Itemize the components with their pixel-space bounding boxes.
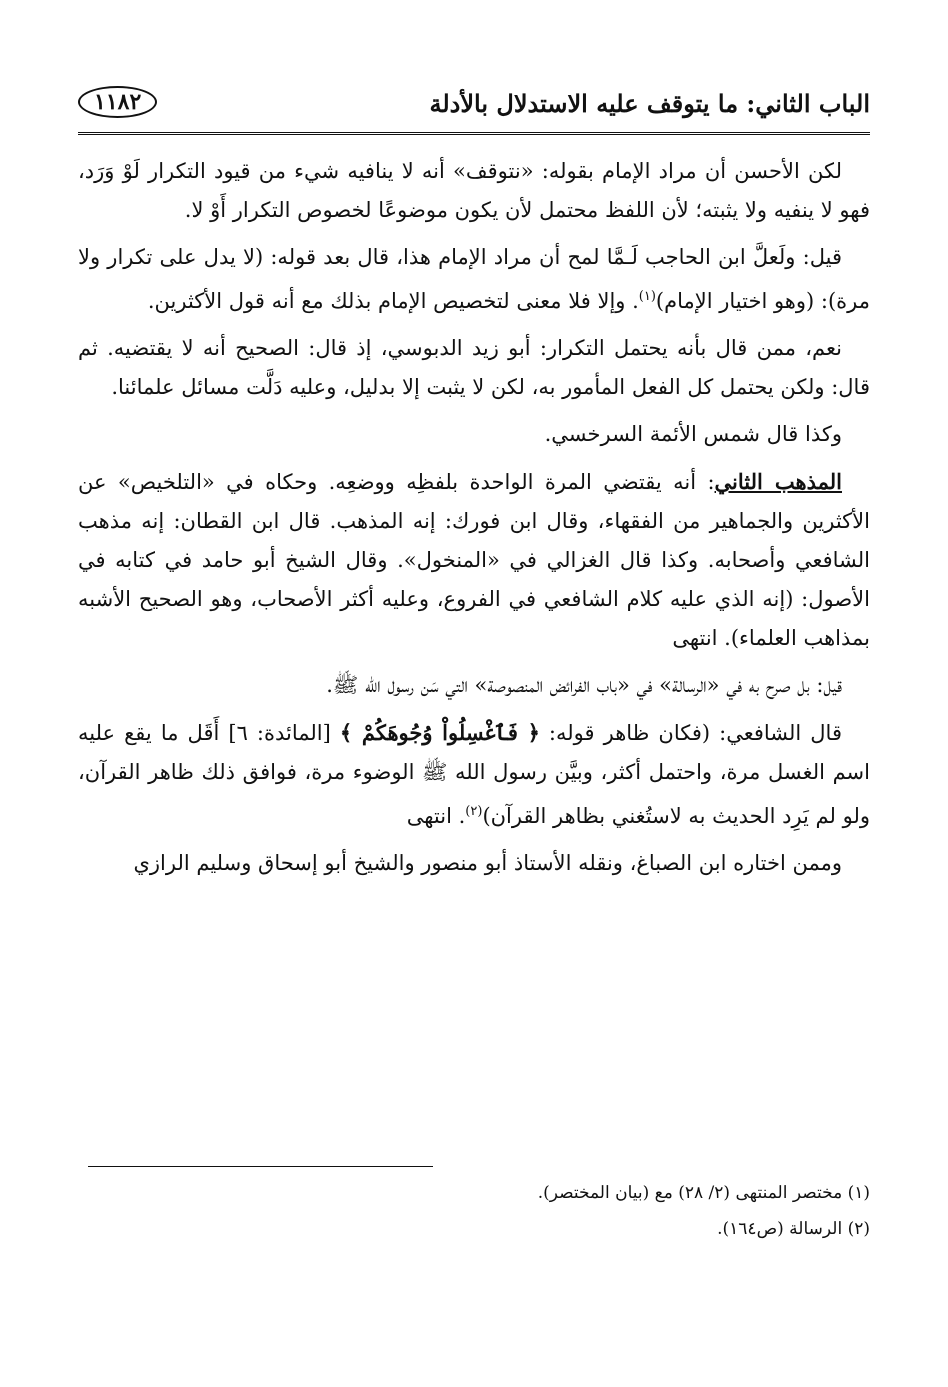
section-label: المذهب الثاني	[714, 469, 842, 494]
paragraph-5	[78, 462, 870, 658]
paragraph-2	[78, 238, 870, 321]
footnote-1: (١) مختصر المنتهى (٢/ ٢٨) مع (بيان المختصر).	[537, 1183, 870, 1203]
footnotes	[78, 1175, 870, 1247]
paragraph-3: نعم، ممن قال بأنه يحتمل التكرار: أبو زيد الدبوسي، إذ قال: الصحيح أنه لا يقتضيه. ثم قال: ولكن يحتمل كل الفعل المأمور به، لكن لا يثبت إلا بدليل، وعليه دَلَّت مسائل علمائنا.	[78, 336, 870, 399]
paragraph-6: قيل: بل صرح به في «الرسالة» في «باب الفرائض المنصوصة» التي سَن رسول الله ﷺ.	[326, 673, 842, 697]
paragraph-7-text-a: قال الشافعي: (فكان ظاهر قوله:	[539, 721, 842, 745]
paragraph-7	[78, 713, 870, 836]
header-rule	[78, 132, 870, 135]
paragraph-5-text: : أنه يقتضي المرة الواحدة بلفظِه ووضعِه. وحكاه في «التلخيص» عن الأكثرين والجماهير من الفقهاء، وقال ابن فورك: إنه المذهب. قال ابن القطان: إنه مذهب الشافعي وأصحابه. وكذا قال الغزالي في «المنخول». وقال الشيخ أبو حامد في كتابه في الأصول: (إنه الذي عليه كلام الشافعي في الفروع، وعليه أكثر الأصحاب، وهو الصحيح الأشبه بمذاهب العلماء). انتهى	[78, 470, 870, 650]
paragraph-7-text-b: [المائدة: ٦] أَقَل ما يقع عليه اسم الغسل مرة، واحتمل أكثر، وبيَّن رسول الله ﷺ الوضوء مرة، فوافق ذلك ظاهر القرآن، ولو لم يَرِد الحديث به لاستُغني بظاهر القرآن)	[78, 721, 870, 828]
paragraph-1: لكن الأحسن أن مراد الإمام بقوله: «نتوقف» أنه لا ينافيه شيء من قيود التكرار لَوْ وَرَد، فهو لا ينفيه ولا يثبته؛ لأن اللفظ محتمل لأن يكون موضوعًا لخصوص التكرار أَوْ لا.	[78, 159, 870, 222]
quran-verse: ﴿ فَٱغْسِلُواْ وُجُوهَكُمْ ﴾	[339, 720, 540, 745]
running-header	[78, 84, 870, 124]
paragraph-4: وكذا قال شمس الأئمة السرخسي.	[544, 422, 842, 446]
footnote-2: (٢) الرسالة (ص١٦٤).	[717, 1219, 870, 1239]
chapter-title: الباب الثاني: ما يتوقف عليه الاستدلال بالأدلة	[429, 89, 870, 118]
paragraph-2-text-b: . وإلا فلا معنى لتخصيص الإمام بذلك مع أنه قول الأكثرين.	[147, 289, 639, 313]
main-text	[78, 152, 870, 891]
footnote-separator	[88, 1166, 433, 1167]
paragraph-8: وممن اختاره ابن الصباغ، ونقله الأستاذ أبو منصور والشيخ أبو إسحاق وسليم الرازي	[133, 851, 842, 875]
footnote-ref-2: (٢)	[465, 804, 483, 819]
paragraph-2-text-a: قيل: ولَعلَّ ابن الحاجب لَـمَّا لمح أن مراد الإمام هذا، قال بعد قوله: (لا يدل على تكرار ولا مرة): (وهو اختيار الإمام)	[78, 245, 870, 313]
paragraph-7-text-c: . انتهى	[406, 804, 466, 828]
footnote-ref-1: (١)	[638, 289, 656, 304]
page-number: ١١٨٢	[78, 86, 157, 118]
